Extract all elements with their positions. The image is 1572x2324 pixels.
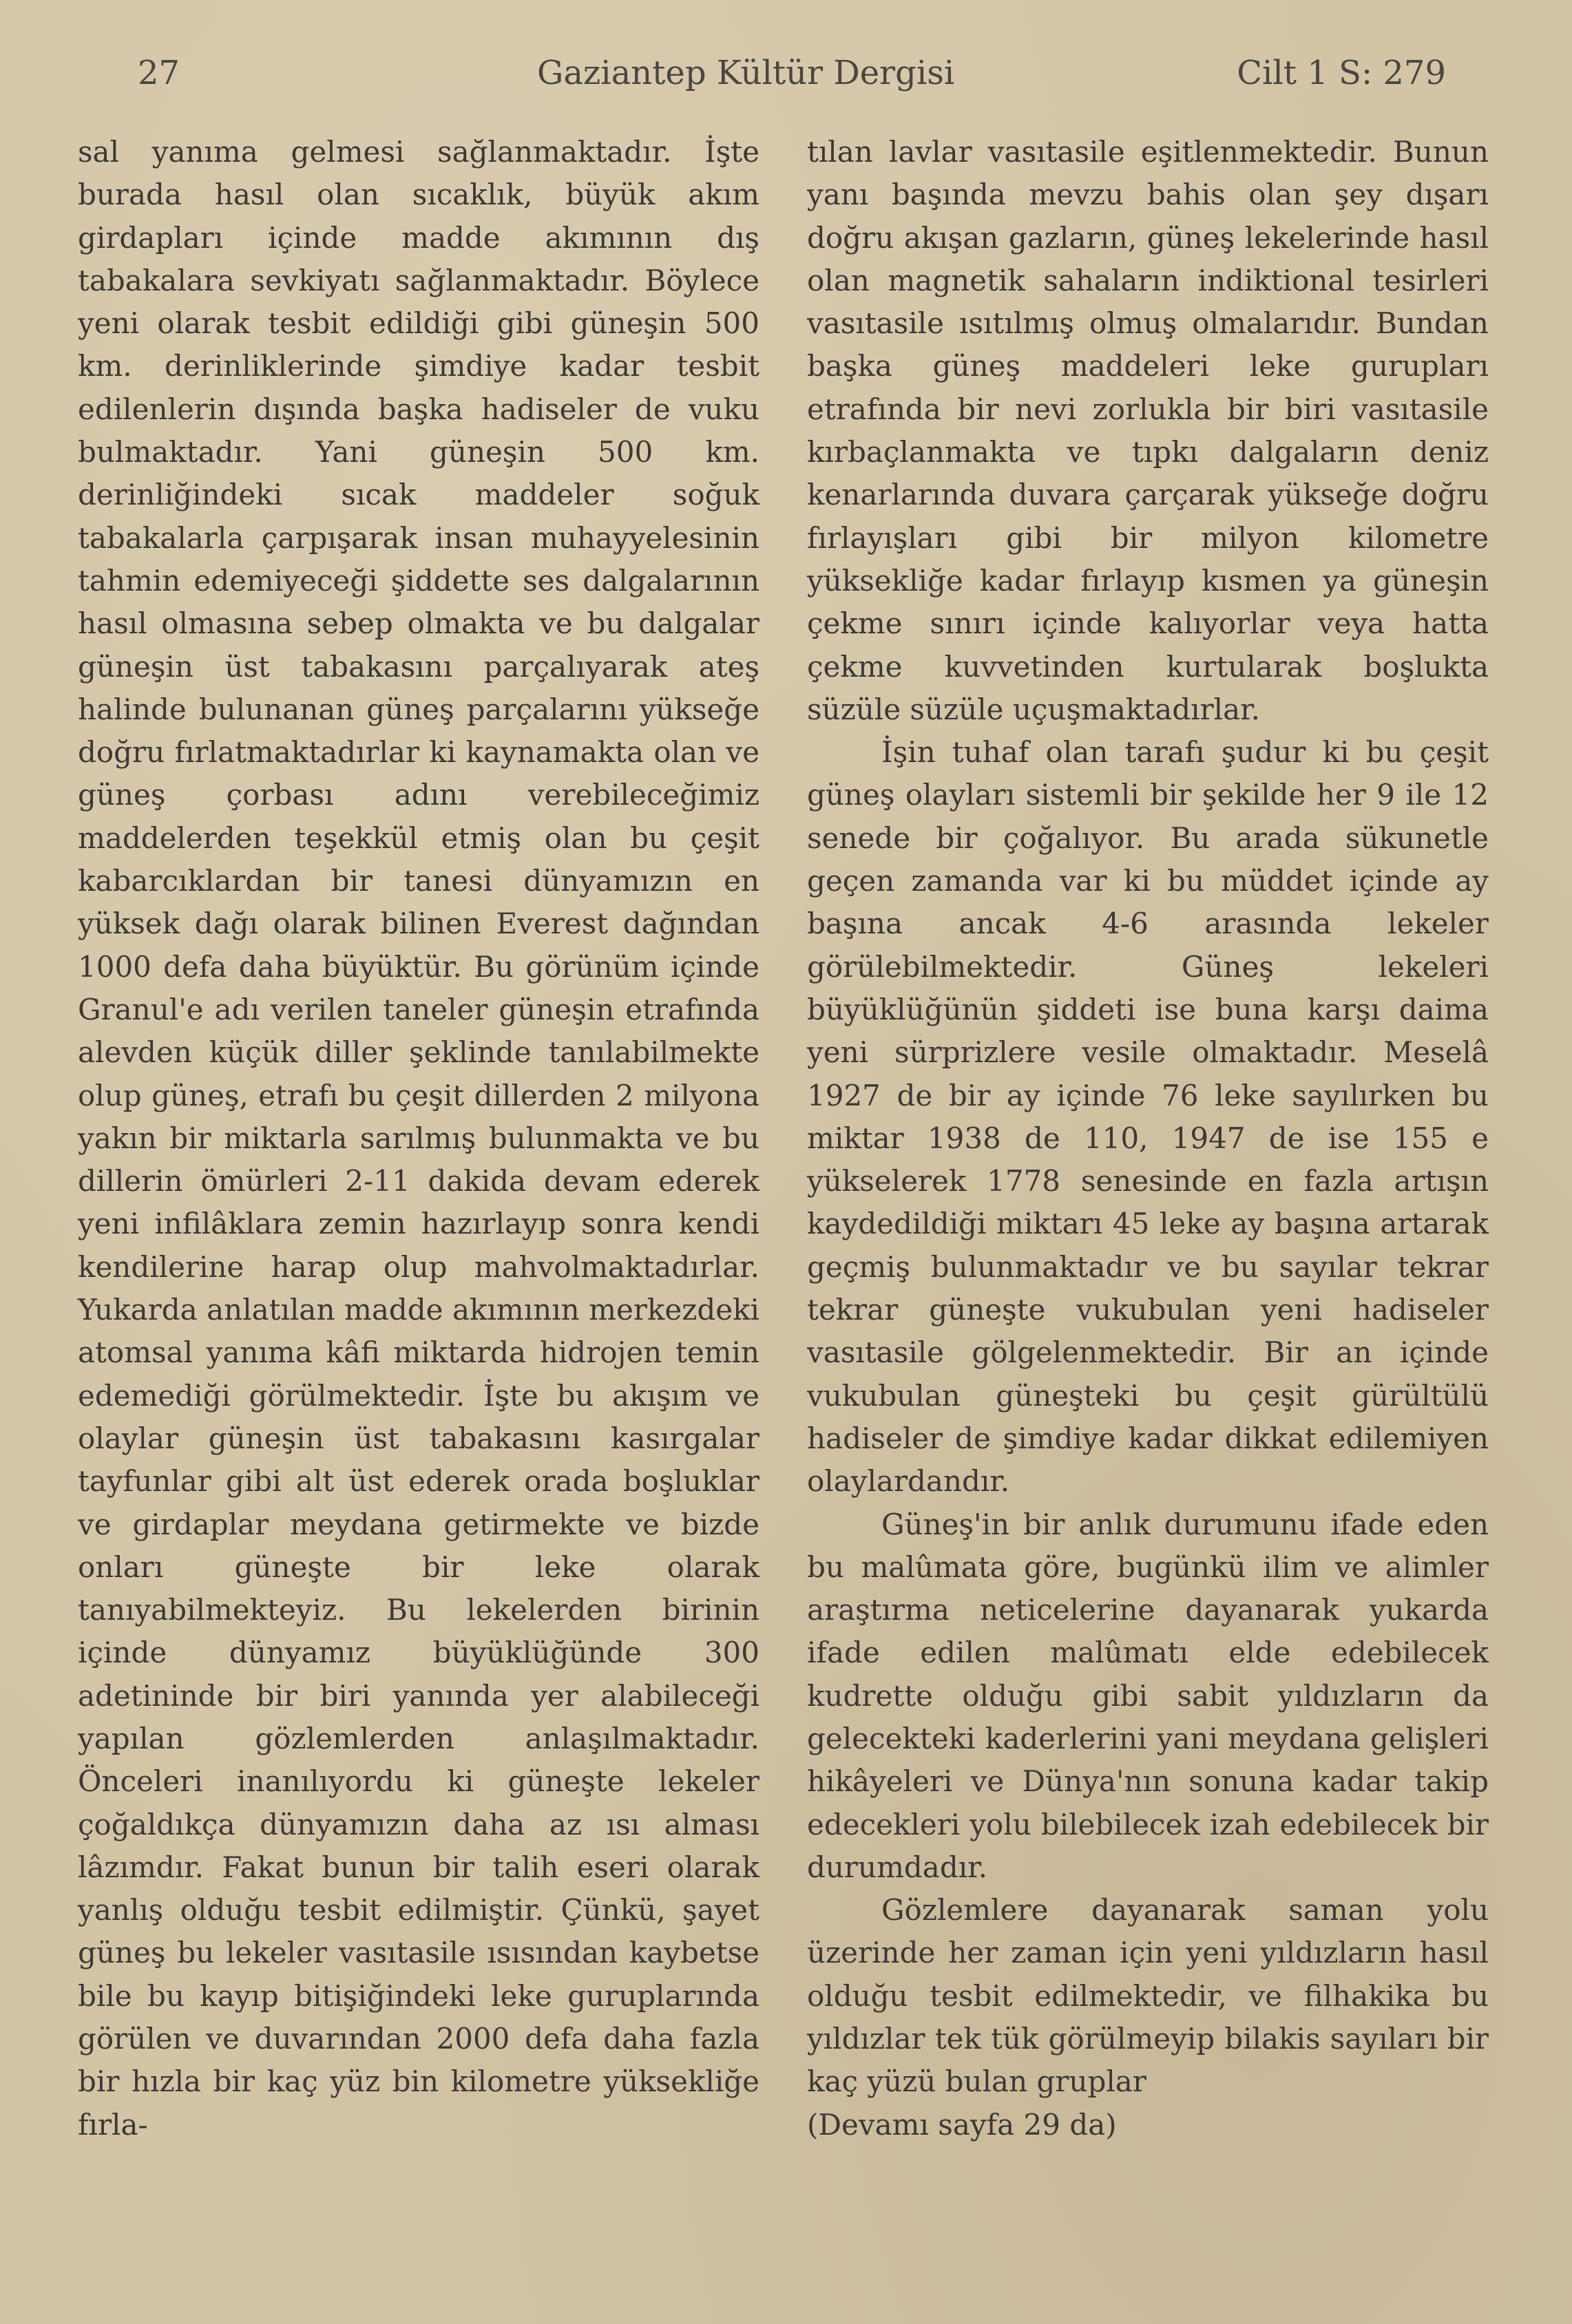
paragraph: İşin tuhaf olan tarafı şudur ki bu çeşit güneş olayları sistemli bir şekilde her 9 ile 12 senede bir çoğalıyor. Bu arada sükunetle geçen zamanda var ki bu müddet içinde ay başına ancak 4-6 arasında lekeler görülebilmektedir. Güneş lekeleri büyüklüğünün şiddeti ise buna karşı daima yeni sürprizlere vesile olmaktadır. Meselâ 1927 de bir ay içinde 76 leke sayılırken bu miktar 1938 de 110, 1947 de ise 155 e yükselerek 1778 senesinde en fazla artışın kaydedildiği miktarı 45 leke ay başına artarak geçmiş bulunmaktadır ve bu sayılar tekrar tekrar güneşte vukubulan yeni hadiseler vasıtasile gölgelenmektedir. Bir an içinde vukubulan güneşteki bu çeşit gürültülü hadiseler de şimdiye kadar dikkat edilemiyen olaylardandır.	[807, 735, 1489, 1499]
paragraph: sal yanıma gelmesi sağlanmaktadır. İşte burada hasıl olan sıcaklık, büyük akım girdapları içinde madde akımının dış tabakalara sevkiyatı sağlanmaktadır. Böylece yeni olarak tesbit edildiği gibi güneşin 500 km. derinliklerinde şimdiye kadar tesbit edilenlerin dışında başka hadiseler de vuku bulmaktadır. Yani güneşin 500 km. derinliğindeki sıcak maddeler soğuk tabakalarla çarpışarak insan muhayyelesinin tahmin edemiyeceği şiddette ses dalgalarının hasıl olmasına sebep olmakta ve bu dalgalar güneşin üst tabakasını parçalıyarak ateş halinde bulunanan güneş parçalarını yükseğe doğru fırlatmaktadırlar ki kaynamakta olan ve güneş çorbası adını verebileceğimiz maddelerden teşekkül etmiş olan bu çeşit kabarcıklardan bir tanesi dünyamızın en yüksek dağı olarak bilinen Everest dağından 1000 defa daha büyüktür. Bu görünüm içinde Granul'e adı verilen taneler güneşin etrafında alevden küçük diller şeklinde tanılabilmekte olup güneş, etrafı bu çeşit dillerden 2 milyona yakın bir miktarla sarılmış bulunmakta ve bu dillerin ömürleri 2-11 dakida devam ederek yeni infilâklara zemin hazırlayıp sonra kendi kendilerine harap olup mahvolmaktadırlar. Yukarda anlatılan madde akımının merkezdeki atomsal yanıma kâfi miktarda hidrojen temin edemediği görülmektedir. İşte bu akışım ve olaylar güneşin üst tabakasını kasırgalar tayfunlar gibi alt üst ederek orada boşluklar ve girdaplar meydana getirmekte ve bizde onları güneşte bir leke olarak tanıyabilmekteyiz. Bu lekelerden birinin içinde dünyamız büyüklüğünde 300 adetininde bir biri yanında yer alabileceği yapılan gözlemlerden anlaşılmaktadır. Önceleri inanılıyordu ki güneşte lekeler çoğaldıkça dünyamızın daha az ısı alması lâzımdır. Fakat bunun bir talih eseri olarak yanlış olduğu tesbit edilmiştir. Çünkü, şayet güneş bu lekeler vasıtasile ısısından kaybetse bile bu kayıp bitişiğindeki leke guruplarında görülen ve duvarından 2000 defa daha fazla bir hızla bir kaç yüz bin kilometre yüksekliğe fırla-	[78, 135, 759, 2142]
right-column	[807, 131, 1489, 2146]
journal-title: Gaziantep Kültür Dergisi	[537, 54, 955, 92]
page-header	[138, 48, 1446, 103]
issue-info: Cilt 1 S: 279	[1237, 54, 1446, 92]
continuation-note: (Devamı sayfa 29 da)	[807, 2107, 1117, 2142]
left-column	[78, 131, 759, 2146]
page-number: 27	[138, 54, 180, 92]
paragraph: tılan lavlar vasıtasile eşitlenmektedir. Bunun yanı başında mevzu bahis olan şey dışarı doğru akışan gazların, güneş lekelerinde hasıl olan magnetik sahaların indiktional tesirleri vasıtasile ısıtılmış olmuş olmalarıdır. Bundan başka güneş maddeleri leke gurupları etrafında bir nevi zorlukla bir biri vasıtasile kırbaçlanmakta ve tıpkı dalgaların deniz kenarlarında duvara çarçarak yükseğe doğru fırlayışları gibi bir milyon kilometre yüksekliğe kadar fırlayıp kısmen ya güneşin çekme sınırı içinde kalıyorlar veya hatta çekme kuvvetinden kurtularak boşlukta süzüle süzüle uçuşmaktadırlar.	[807, 135, 1489, 726]
paragraph: Gözlemlere dayanarak saman yolu üzerinde her zaman için yeni yıldızların hasıl olduğu tesbit edilmektedir, ve filhakika bu yıldızlar tek tük görülmeyip bilakis sayıları bir kaç yüzü bulan gruplar	[807, 1893, 1489, 2099]
paragraph: Güneş'in bir anlık durumunu ifade eden bu malûmata göre, bugünkü ilim ve alimler araştırma neticelerine dayanarak yukarda ifade edilen malûmatı elde edebilecek kudrette olduğu gibi sabit yıldızların da gelecekteki kaderlerini yani meydana gelişleri hikâyeleri ve Dünya'nın sonuna kadar takip edecekleri yolu bilebilecek izah edebilecek bir durumdadır.	[807, 1507, 1489, 1884]
